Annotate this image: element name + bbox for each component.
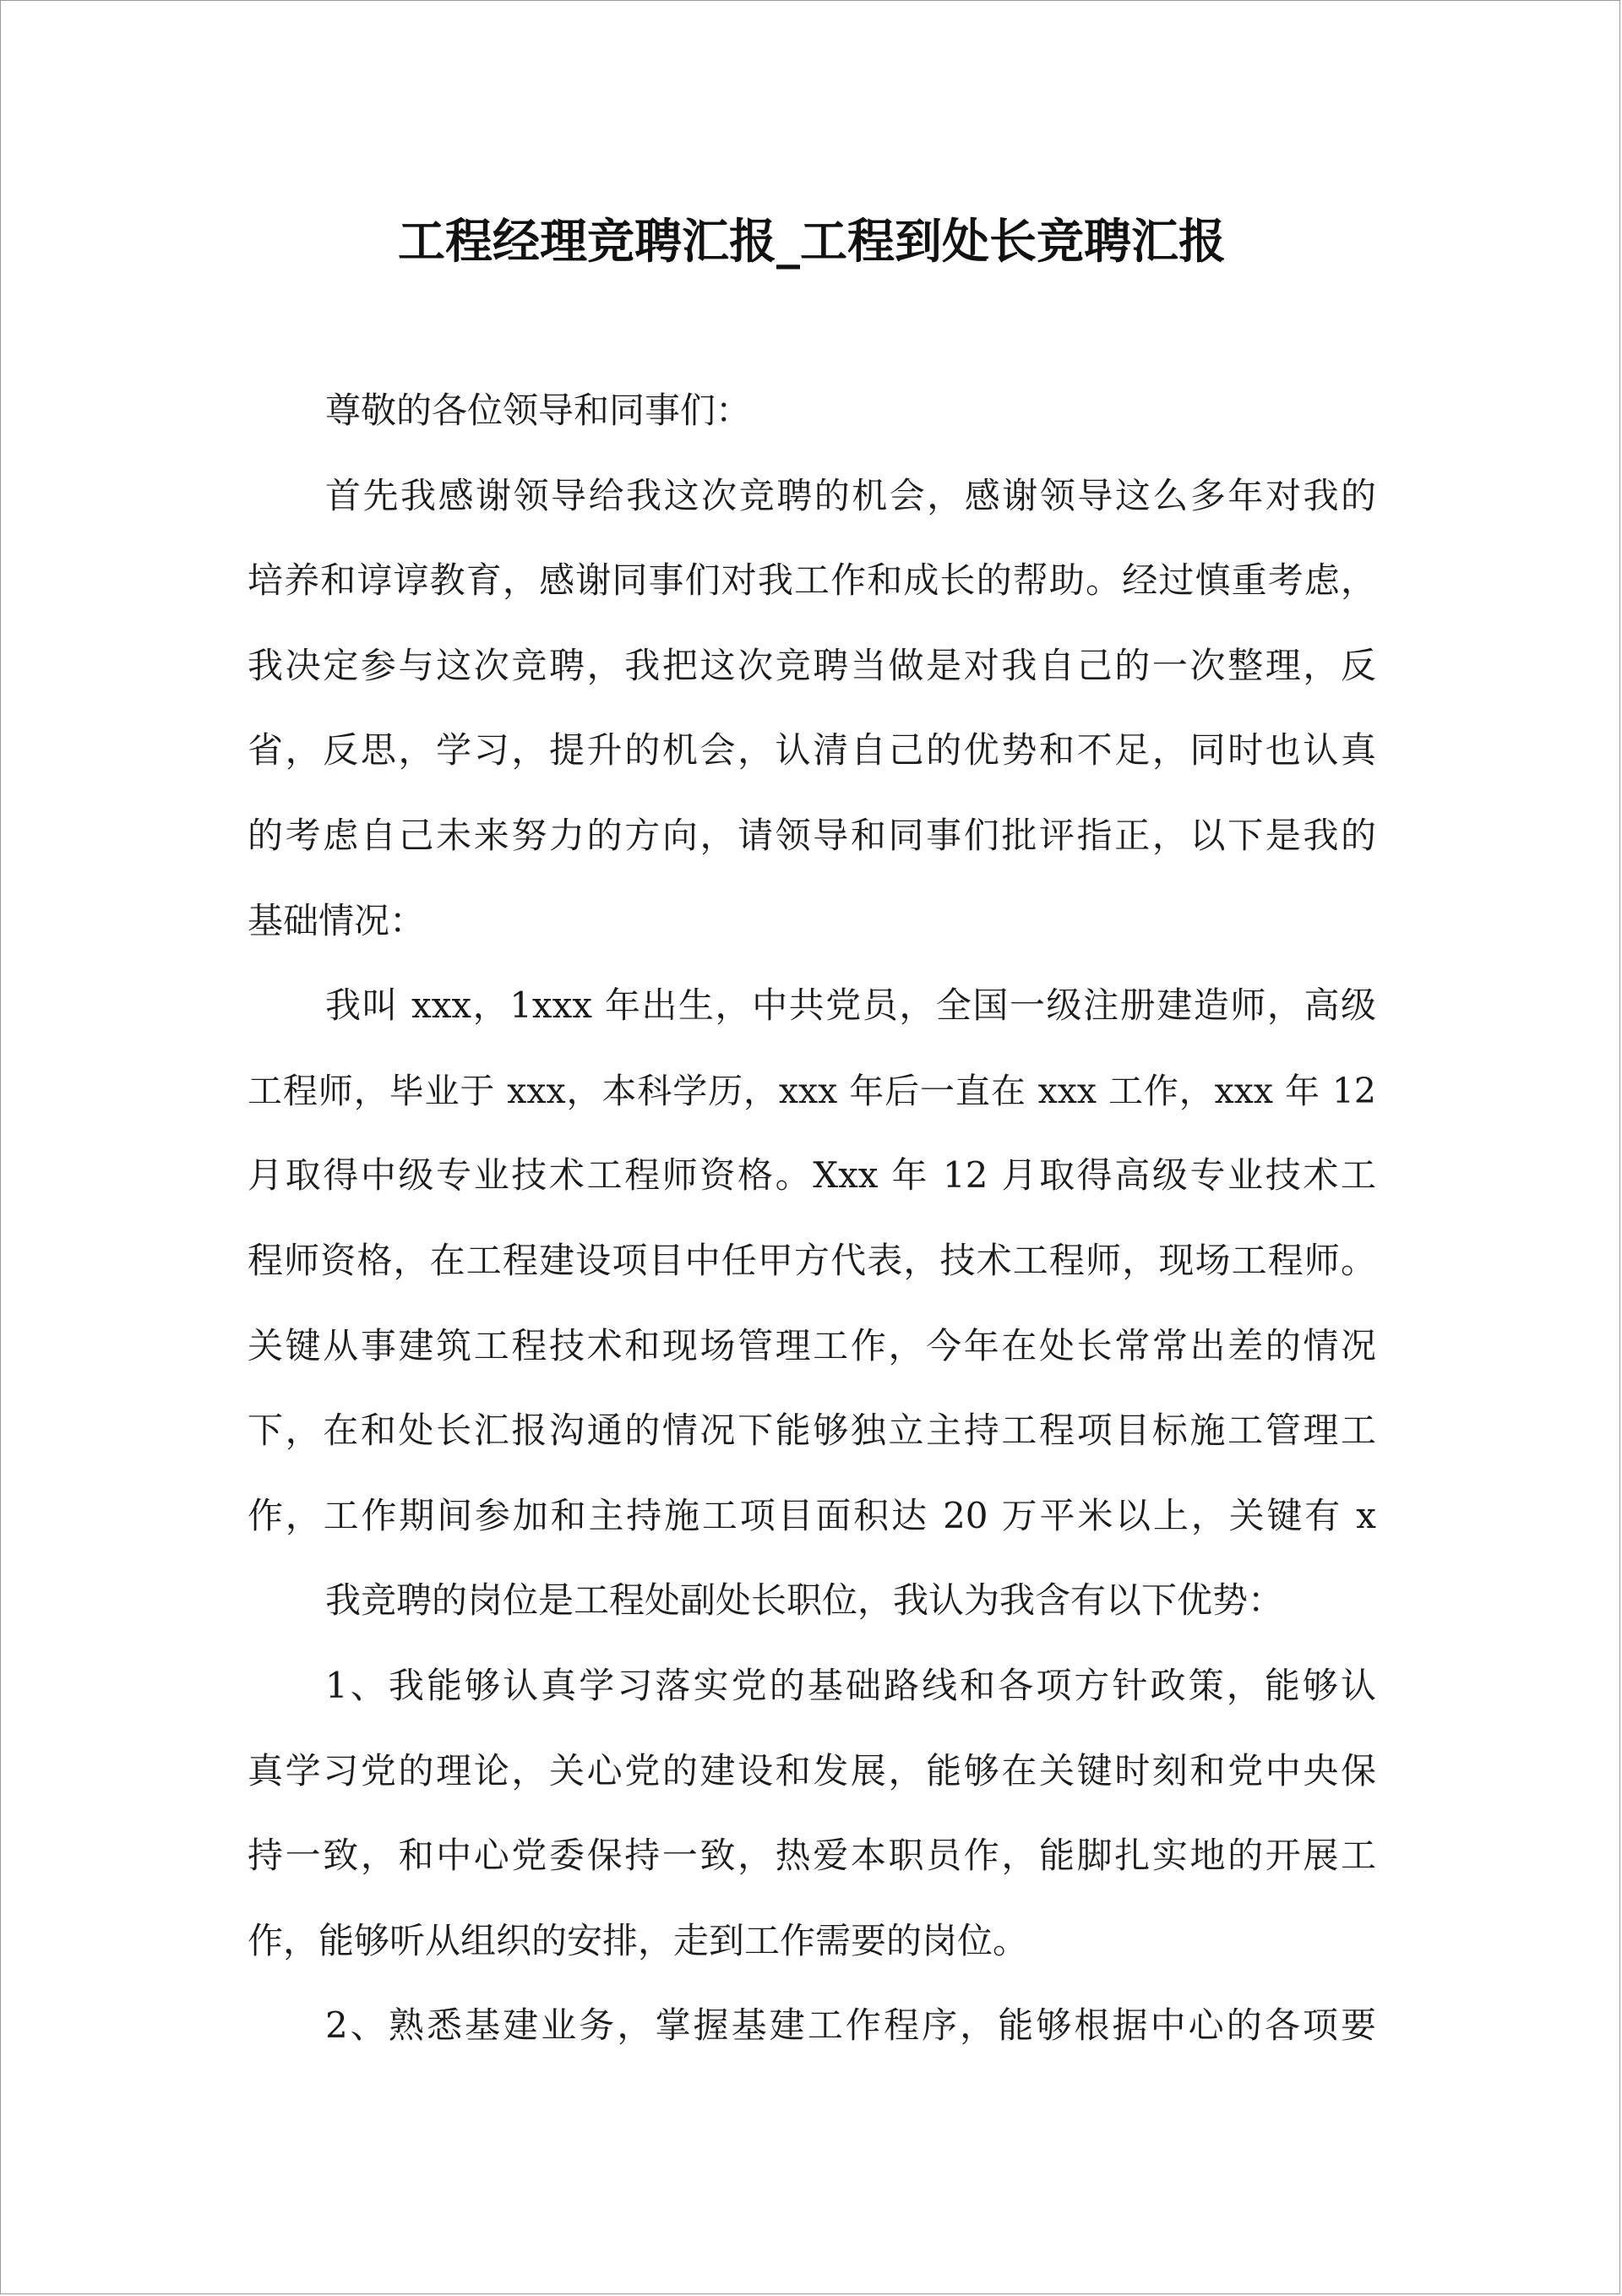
body-text-line: 1、我能够认真学习落实党的基础路线和各项方针政策，能够认 [325, 1664, 1376, 1706]
body-text-line: 的考虑自己未来努力的方向，请领导和同事们批评指正，以下是我的 [248, 814, 1376, 856]
body-text-line: 我决定参与这次竞聘，我把这次竞聘当做是对我自己的一次整理，反 [248, 644, 1376, 686]
document-body [248, 368, 1376, 2069]
body-text-line: 我竞聘的岗位是工程处副处长职位，我认为我含有以下优势： [325, 1579, 1284, 1622]
body-text-line: 关键从事建筑工程技术和现场管理工作，今年在处长常常出差的情况 [248, 1324, 1376, 1366]
body-text-line: 真学习党的理论，关心党的建设和发展，能够在关键时刻和党中央保 [248, 1749, 1376, 1792]
body-text-line: 2、熟悉基建业务，掌握基建工作程序，能够根据中心的各项要 [325, 2004, 1376, 2047]
body-text-line: 基础情况： [248, 899, 426, 941]
body-text-line: 作，工作期间参加和主持施工项目面积达 20 万平米以上，关键有 x [248, 1494, 1376, 1536]
body-text-line: 作，能够听从组织的安排，走到工作需要的岗位。 [248, 1919, 1029, 1961]
document-title: 工程经理竞聘汇报_工程到处长竞聘汇报 [398, 214, 1226, 270]
body-text-line: 程师资格，在工程建设项目中任甲方代表，技术工程师，现场工程师。 [248, 1239, 1376, 1281]
body-text-line: 我叫 xxx，1xxx 年出生，中共党员，全国一级注册建造师，高级 [325, 984, 1376, 1027]
body-text-line: 首先我感谢领导给我这次竞聘的机会，感谢领导这么多年对我的 [325, 474, 1376, 516]
body-text-line: 培养和谆谆教育，感谢同事们对我工作和成长的帮助。经过慎重考虑， [248, 559, 1376, 602]
body-text-line: 月取得中级专业技术工程师资格。Xxx 年 12 月取得高级专业技术工 [248, 1154, 1376, 1197]
body-text-line: 持一致，和中心党委保持一致，热爱本职员作，能脚扎实地的开展工 [248, 1835, 1376, 1877]
body-text-line: 省，反思，学习，提升的机会，认清自己的优势和不足，同时也认真 [248, 729, 1376, 772]
body-text-line: 下，在和处长汇报沟通的情况下能够独立主持工程项目标施工管理工 [248, 1410, 1376, 1452]
body-text-line: 工程师，毕业于 xxx，本科学历，xxx 年后一直在 xxx 工作，xxx 年 12 [248, 1070, 1376, 1111]
body-text-line: 尊敬的各位领导和同事们： [325, 390, 752, 431]
